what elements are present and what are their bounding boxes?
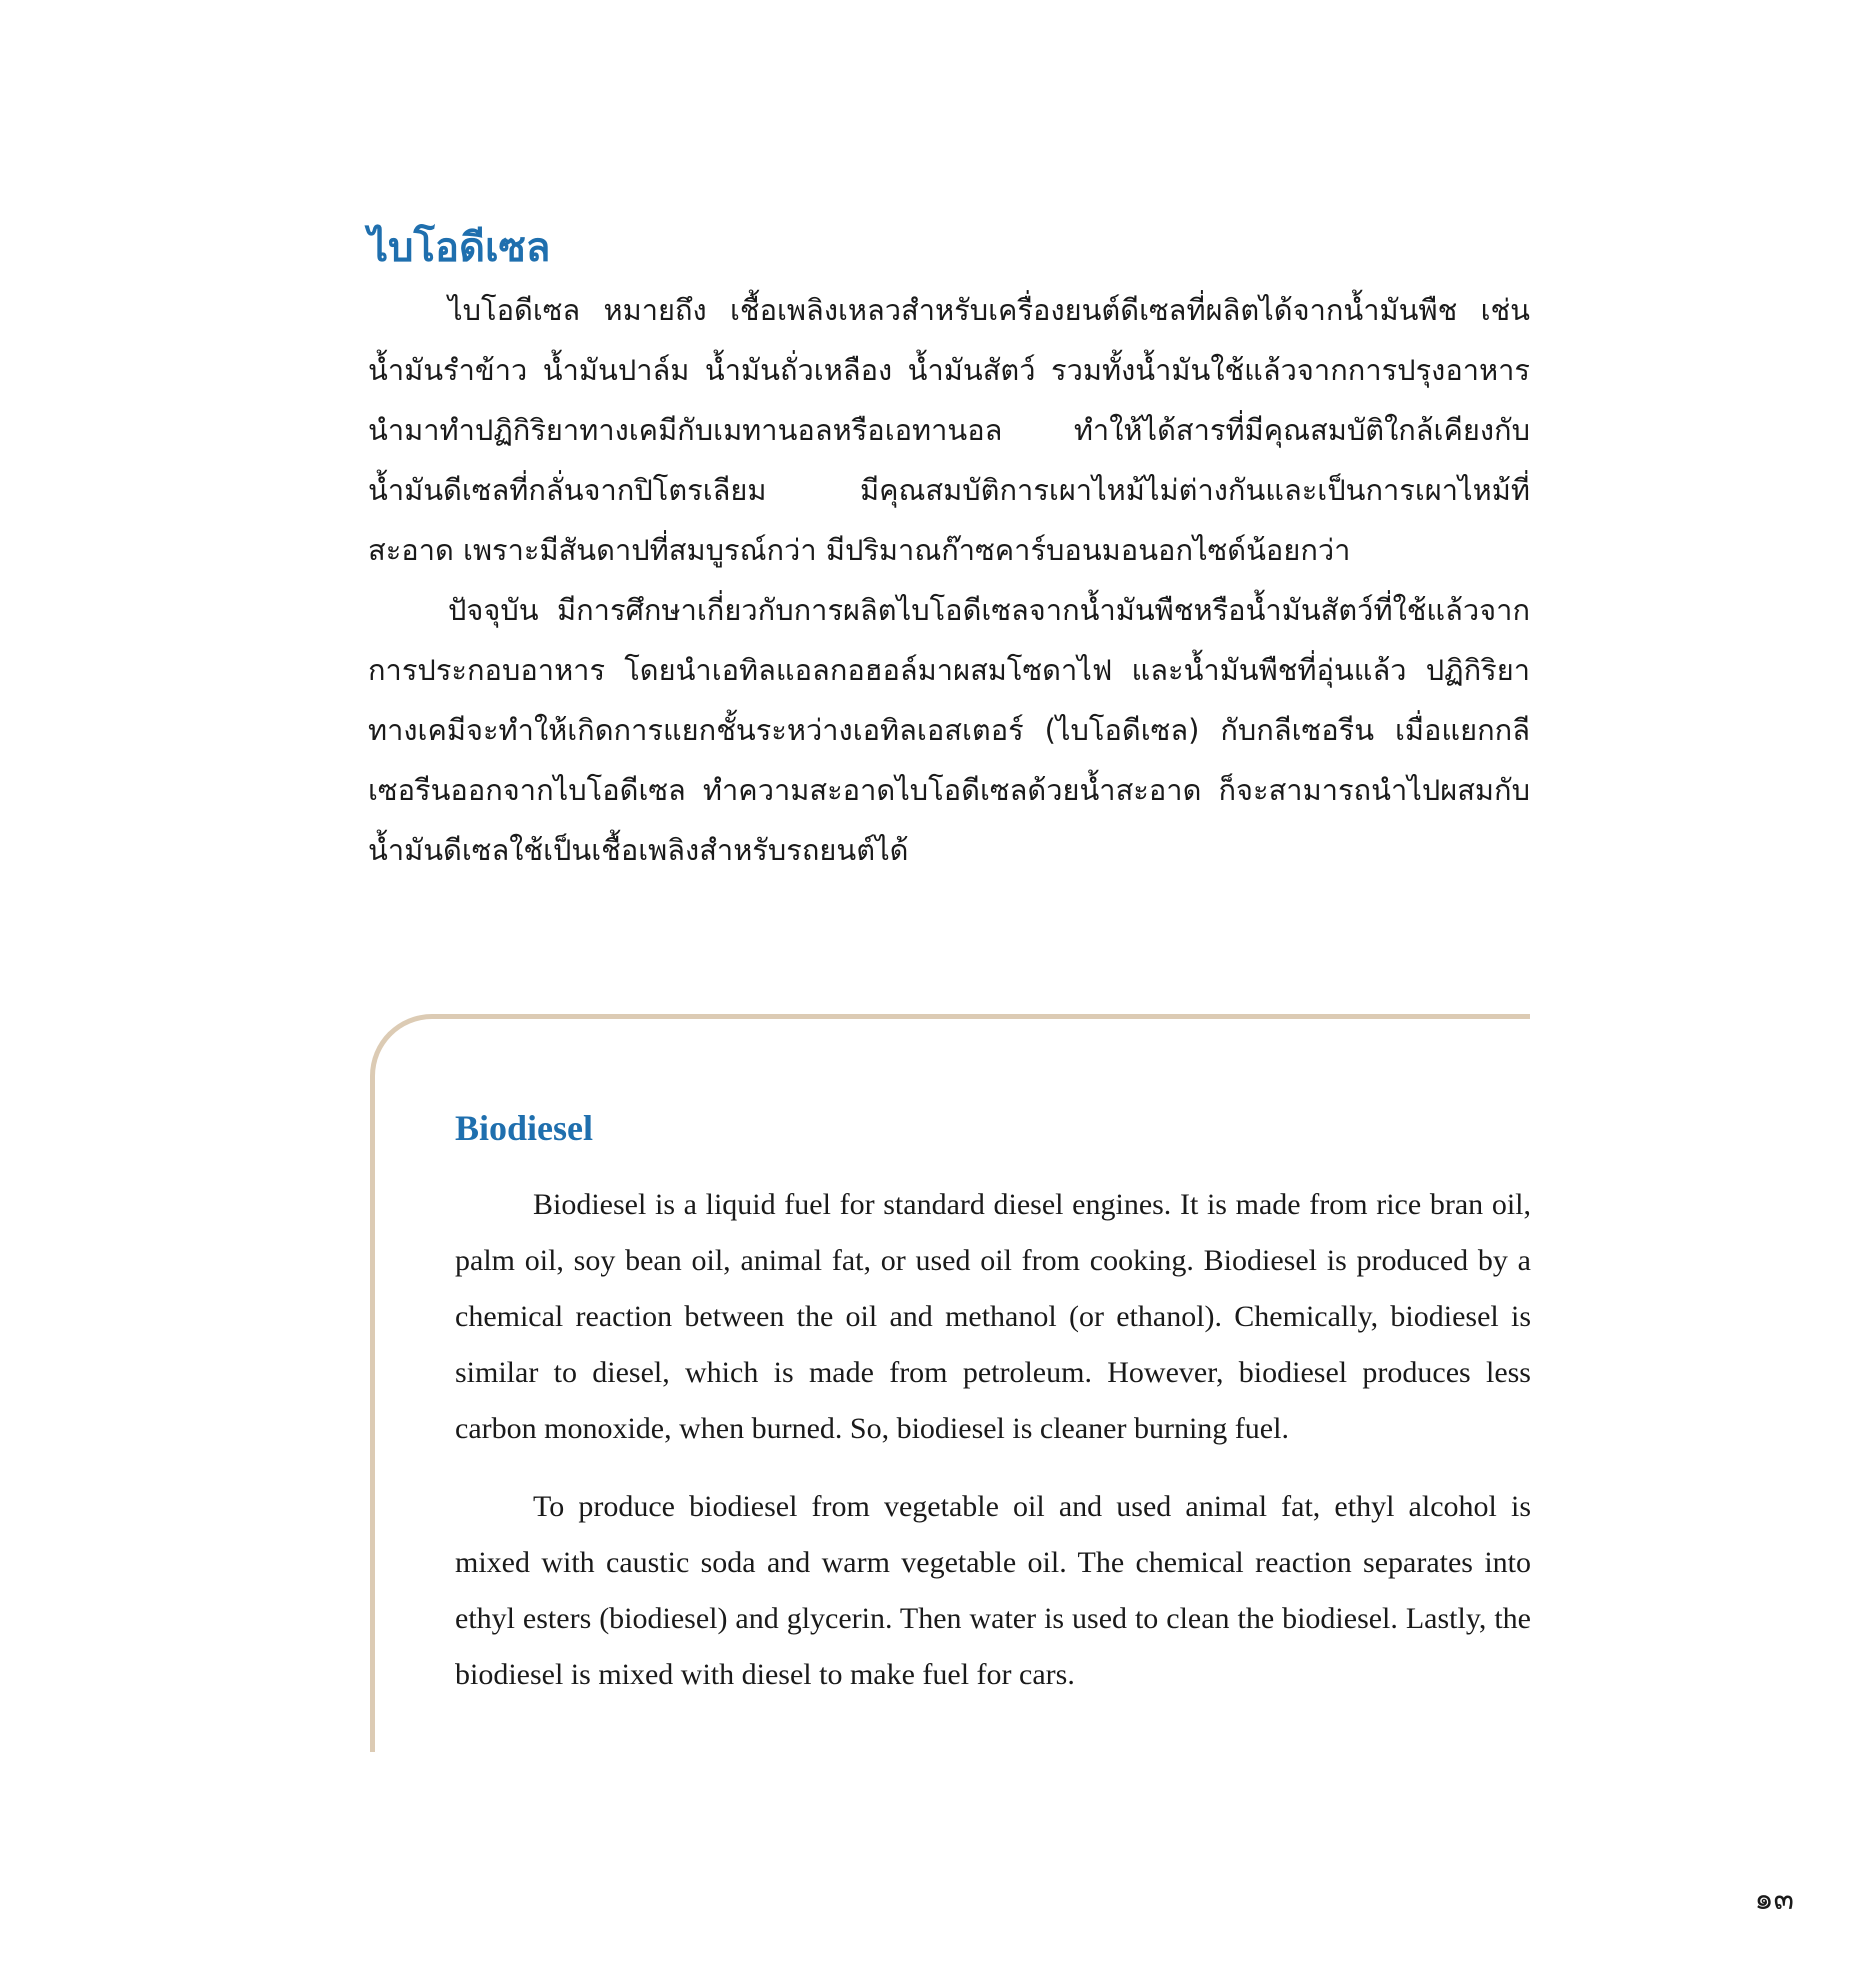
- english-heading: Biodiesel: [455, 1108, 594, 1148]
- english-box: [370, 1014, 1530, 1752]
- thai-section: [368, 220, 1530, 880]
- page-number: ๑๓: [1754, 1882, 1794, 1917]
- thai-heading: ไบโอดีเซล: [368, 225, 551, 271]
- english-paragraph-1: Biodiesel is a liquid fuel for standard diesel engines. It is made from rice bran oil, palm oil, soy bean oil, animal fat, or used oil from cooking. Biodiesel is produced by a chemical reaction between the oil and methanol (or ethanol). Chemically, biodiesel is similar to diesel, which is made from petroleum. However, biodiesel produces less carbon monoxide, when burned. So, biodiesel is cleaner burning fuel.: [455, 1188, 1531, 1445]
- thai-paragraph-1: ไบโอดีเซล หมายถึง เชื้อเพลิงเหลวสำหรับเครื่องยนต์ดีเซลที่ผลิตได้จากน้ำมันพืช เช่น น้ำมันรำข้าว น้ำมันปาล์ม น้ำมันถั่วเหลือง น้ำมันสัตว์ รวมทั้งน้ำมันใช้แล้วจากการปรุงอาหาร นำมาทำปฏิกิริยาทางเคมีกับเมทานอลหรือเอทานอล ทำให้ได้สารที่มีคุณสมบัติใกล้เคียงกับน้ำมันดีเซลที่กลั่นจากปิโตรเลียม มีคุณสมบัติการเผาไหม้ไม่ต่างกันและเป็นการเผาไหม้ที่สะอาด เพราะมีสันดาปที่สมบูรณ์กว่า มีปริมาณก๊าซคาร์บอนมอนอกไซด์น้อยกว่า: [368, 293, 1530, 567]
- english-paragraph-2: To produce biodiesel from vegetable oil and used animal fat, ethyl alcohol is mixed with caustic soda and warm vegetable oil. The chemical reaction separates into ethyl esters (biodiesel) and glycerin. Then water is used to clean the biodiesel. Lastly, the biodiesel is mixed with diesel to make fuel for cars.: [455, 1490, 1531, 1691]
- thai-paragraph-2: ปัจจุบัน มีการศึกษาเกี่ยวกับการผลิตไบโอดีเซลจากน้ำมันพืชหรือน้ำมันสัตว์ที่ใช้แล้วจากการประกอบอาหาร โดยนำเอทิลแอลกอฮอล์มาผสมโซดาไฟ และน้ำมันพืชที่อุ่นแล้ว ปฏิกิริยาทางเคมีจะทำให้เกิดการแยกชั้นระหว่างเอทิลเอสเตอร์ (ไบโอดีเซล) กับกลีเซอรีน เมื่อแยกกลีเซอรีนออกจากไบโอดีเซล ทำความสะอาดไบโอดีเซลด้วยน้ำสะอาด ก็จะสามารถนำไปผสมกับน้ำมันดีเซลใช้เป็นเชื้อเพลิงสำหรับรถยนต์ได้: [368, 593, 1530, 867]
- english-content: [455, 1105, 1531, 1725]
